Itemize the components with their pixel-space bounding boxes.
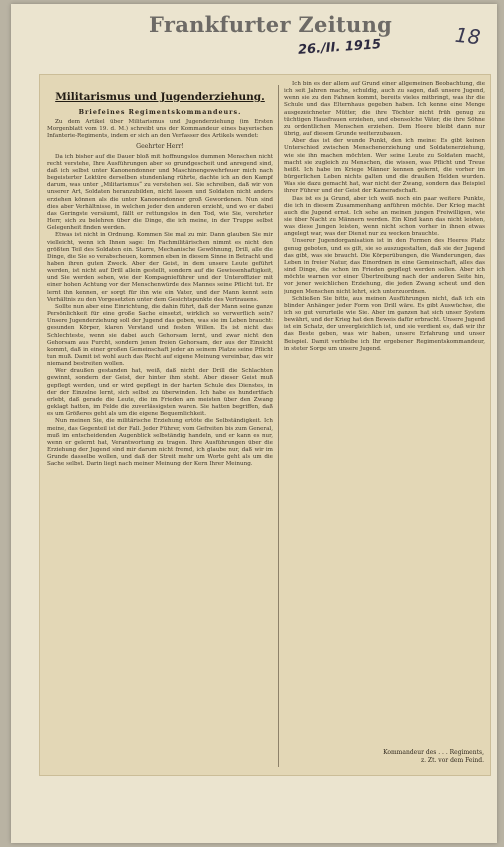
handwritten-number: 18 — [453, 22, 482, 50]
paragraph: Aber das ist der wunde Punkt, den ich meine: Es gibt keinen Unterschied zwischen Menschenerziehung und Soldatenerziehung, wie sie ihn machen möchten. Wer seine Leute zu Soldaten macht, macht sie zugleich zu Menschen, die wissen, was Pflicht und Treue heißt. Ich habe im Kriege Männer kennen gelernt, die vorher im bürgerlichen Leben nichts galten und die draußen Helden wurden. Was sie dazu gemacht hat, war nicht der Zwang, sondern das Beispiel ihrer Führer und der Geist der Kameradschaft. — [284, 138, 485, 195]
handwritten-date: 26./II. 1915 — [297, 37, 382, 58]
newspaper-clipping — [39, 74, 491, 776]
article-column-left — [47, 81, 273, 769]
signature-line: Kommandeur des . . . Regiments, — [383, 748, 484, 756]
paragraph: Sollte nun aber eine Einrichtung, die dahin führt, daß der Mann seine ganze Persönlichkeit für eine große Sache einsetzt, wirklich so verwerflich sein? Unsere Jugenderziehung soll der Jugend das geben, was sie im Leben braucht: gesunden Körper, klaren Verstand und festen Willen. Es ist nicht das Schlechteste, wenn sie dabei auch Gehorsam lernt, und zwar nicht den Gehorsam aus Furcht, sondern jenen freien Gehorsam, der aus der Einsicht kommt, daß in einer großen Gemeinschaft jeder an seinem Platze seine Pflicht tun muß. Damit ist wohl auch das Recht auf eigene Meinung vereinbar, das wir niemand bestreiten wollen. — [47, 303, 273, 368]
paragraph: Unserer Jugendorganisation ist in den Formen des Heeres Platz genug geboten, und es gilt, sie so auszugestalten, daß sie der Jugend das gibt, was sie braucht. Die Körperübungen, die Wanderungen, das Leben in freier Natur, das Einordnen in eine Gemeinschaft, alles das sind Dinge, die schon im Frieden gepflegt werden sollen. Aber ich möchte warnen vor einer Übertreibung nach der anderen Seite hin, vor jener weichlichen Erziehung, die jeden Zwang scheut und den jungen Menschen nicht lehrt, sich unterzuordnen. — [284, 238, 485, 295]
newspaper-page — [11, 4, 497, 843]
masthead: Frankfurter Zeitung — [149, 12, 393, 37]
signature-line: z. Zt. vor dem Feind. — [420, 756, 484, 764]
paragraph: Ich bin es der allem auf Grund einer allgemeinen Beobachtung, die ich seit Jahren mache, schuldig, auch zu sagen, daß unsere Jugend, wenn sie zu den Fahnen kommt, bereits vieles mitbringt, was ihr die Schule und das Elternhaus gegeben haben. Ich kenne eine Menge ausgezeichneter Mütter, die ihre Töchter nicht früh genug zu tüchtigen Hausfrauen erziehen, und ebensolche Väter, die ihre Söhne zu ordentlichen Menschen erziehen. Dem Heere bleibt dann nur übrig, auf diesem Grunde weiterzubauen. — [284, 81, 485, 138]
salutation: Geehrter Herr! — [136, 143, 184, 151]
paragraph: Da ich bisher auf die Dauer bloß mit hoffnungslos dummen Menschen nicht recht verstehe, Ihre Ausführungen aber so grundgescheit und anregend sind, daß ich selbst unter Kanonendonner und Maschinengewehrfeuer mich nach begeisterter Lektüre derselben stundenlang rührte, dachte ich an den Kampf darum, was unter „Militarismus“ zu verstehen sei. Sie schreiben, daß wir von unserer Art, Soldaten heranzubilden, nicht lassen und Soldaten nicht anders erziehen können als die unter Kanonendonner groß Gewordenen. Nun sind dies aber Verhältnisse, in welchen jeder den anderen erzieht, und wo er dabei das Geringste versäumt, fällt er rettungslos in den Tod, wie Sie, verehrter Herr, sich zu belehren über die Dinge, die ich meine, in der Truppe selbst Gelegenheit finden werden. — [47, 153, 273, 232]
paragraph: Etwas ist nicht in Ordnung. Kommen Sie mal zu mir. Dann glauben Sie mir vielleicht, wenn ich Ihnen sage: Im Fachmilitärischen nimmt es nicht den größten Teil des Soldaten ein. Starre, Mechanische Gewöhnung, Drill, alle die Dinge, die Sie so verabscheuen, kommen eben in diesem Sinne in Betracht und haben ihren guten Zweck. Aber der Geist, in dem unsere Leute geführt werden, ist nicht auf Drill allein gestellt, sondern auf die Gewissenhaftigkeit, und Sie werden sehen, wie der Kompagnieführer und der Unteroffizier mit einer hohen Achtung vor der Menschenwürde des Mannes seine Pflicht tut. Er lernt ihn kennen, er sorgt für ihn wie ein Vater, und der Mann kennt sein Verhältnis zu den Vorgesetzten unter dem Gesichtspunkte des Vertrauens. — [47, 232, 273, 303]
signature-block — [364, 749, 484, 765]
column-divider — [278, 85, 279, 767]
article-intro: Zu dem Artikel über Militarismus und Jugenderziehung (im Ersten Morgenblatt vom 19. d. M.) schreibt uns der Kommandeur eines bayerischen Infanterie-Regiments, indem er sich an den Verfasser des Artikels wendet: — [47, 119, 273, 140]
article-title: Militarismus und Jugenderziehung. — [55, 91, 265, 103]
article-column-right — [284, 81, 485, 769]
paragraph: Das ist es ja Grund, aber ich weiß noch ein paar weitere Punkte, die ich in diesem Zusammenhang anführen möchte. Der Krieg macht auch die Jugend ernst. Ich sehe an meinen jungen Freiwilligen, wie sie über Nacht zu Männern werden. Ein Kind kann das nicht leisten, was diese Jungen leisten, wenn nicht schon vorher in ihnen etwas angelegt war, was der Dienst nur zu wecken brauchte. — [284, 195, 485, 238]
article-subtitle: Briefeines Regimentskommandeurs. — [78, 108, 242, 116]
paragraph: Schließen Sie bitte, aus meinen Ausführungen nicht, daß ich ein blinder Anhänger jeder Form von Drill wäre. Es gibt Auswüchse, die ich so gut verurteile wie Sie. Aber im ganzen hat sich unser System bewährt, und der Krieg hat den Beweis dafür erbracht. Unsere Jugend ist ein Schatz, der unvergleichlich ist, und sie verdient es, daß wir ihr das Beste geben, was wir haben, unsere Erfahrung und unser Beispiel. Damit verbleibe ich Ihr ergebener Regimentskommandeur, in steter Sorge um unsere Jugend. — [284, 295, 485, 352]
paragraph: Nun meinen Sie, die militärische Erziehung ertöte die Selbständigkeit. Ich meine, das Gegenteil ist der Fall. Jeder Führer, vom Gefreiten bis zum General, muß im entscheidenden Augenblick selbständig handeln, und er kann es nur, wenn er gelernt hat, Verantwortung zu tragen. Ihre Ausführungen über die Erziehung der Jugend sind mir darum nicht fremd, ich glaube nur, daß wir im Grunde dasselbe wollen, und daß der Streit mehr um Worte geht als um die Sache selbst. Darin liegt nach meiner Meinung der Kern Ihrer Meinung. — [47, 418, 273, 468]
paragraph: Wer draußen gestanden hat, weiß, daß nicht der Drill die Schlachten gewinnt, sondern der Geist, der hinter ihm steht. Aber dieser Geist muß gepflegt werden, und er wird gepflegt in der harten Schule des Dienstes, in der der Einzelne lernt, sich selbst zu überwinden. Ich habe es hundertfach erlebt, daß gerade die Leute, die im Frieden am meisten über den Zwang geklagt hatten, im Felde die zuverlässigsten waren. Sie hatten begriffen, daß es um Größeres geht als um die eigene Bequemlichkeit. — [47, 368, 273, 418]
